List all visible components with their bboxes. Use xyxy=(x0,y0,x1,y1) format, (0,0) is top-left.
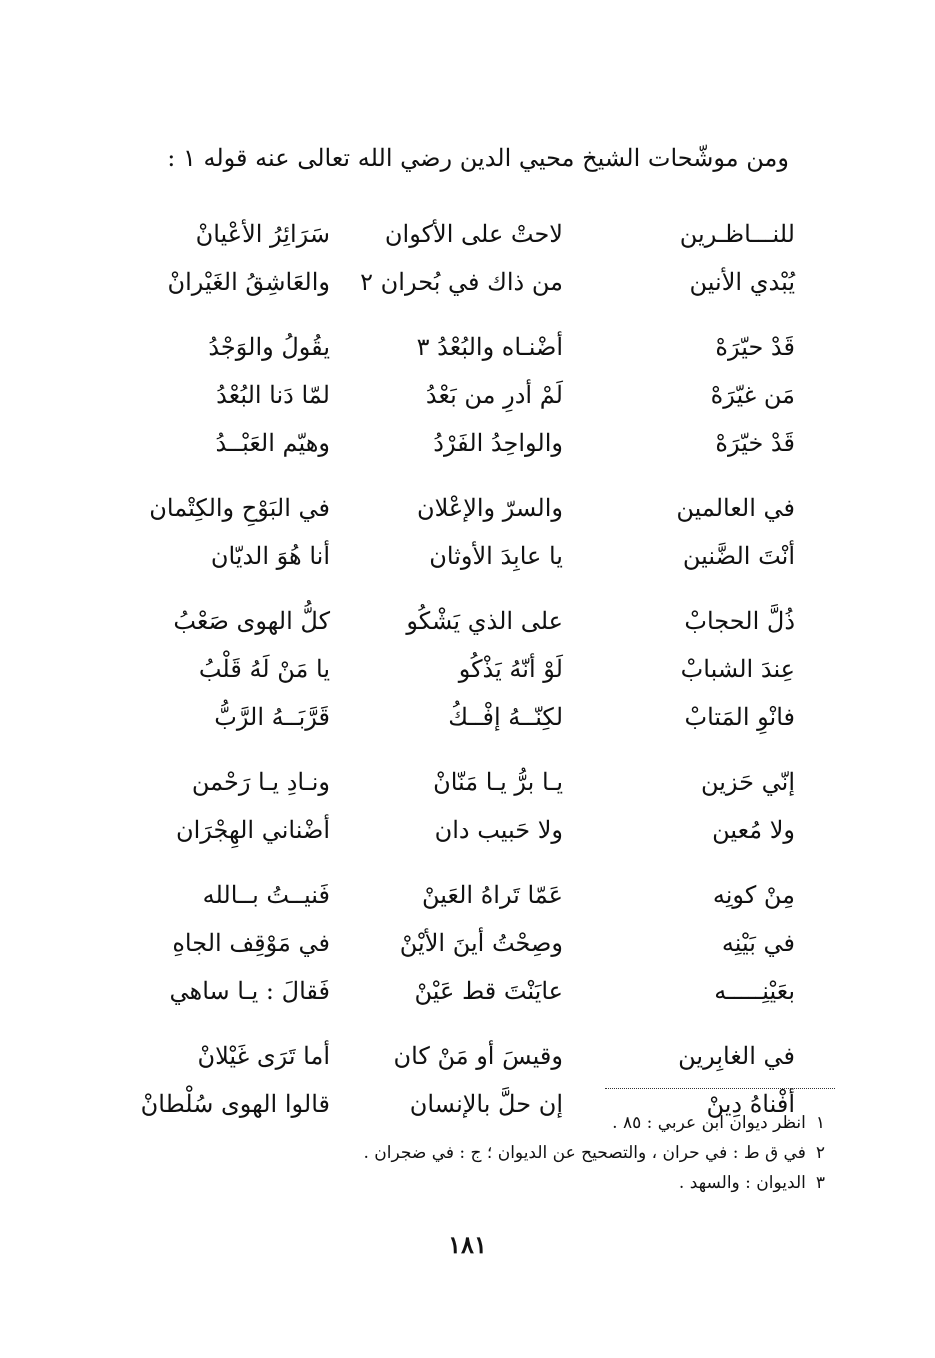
verse-line xyxy=(0,967,935,1015)
footnotes xyxy=(265,1108,825,1198)
verse-part-middle: عَمّا تَراهُ العَينْ xyxy=(422,881,563,909)
verse-part-middle: أضْنـاه والبُعْدُ ٣ xyxy=(416,333,563,361)
verse-part-middle: يـا برُّ يـا مَنّانْ xyxy=(433,768,563,796)
verse-line xyxy=(0,645,935,693)
verse-part-middle: وصِحْتُ أينَ الأيْنْ xyxy=(399,929,563,957)
verse-part-first: كلُّ الهوى صَعْبُ xyxy=(173,607,330,635)
verse-part-middle: لَمْ أدرِ من بَعْدُ xyxy=(425,381,563,409)
verse-part-first: أما تَرَى غَيْلانْ xyxy=(197,1042,330,1070)
verse-part-first: فَنيــتُ بــالله xyxy=(202,881,330,909)
stanza xyxy=(0,323,935,467)
footnote-number: ٣ xyxy=(815,1173,825,1193)
verse-line xyxy=(0,371,935,419)
verse-part-last: يُبْدي الأنين xyxy=(689,268,795,296)
verse-part-last: فانْوِ المَتابْ xyxy=(684,703,795,731)
verse-line xyxy=(0,919,935,967)
verse-part-first: وهيّم العَبْــدُ xyxy=(215,429,330,457)
verse-part-first: أنا هُوَ الديّان xyxy=(210,542,330,570)
verse-line xyxy=(0,323,935,371)
footnote-number: ٢ xyxy=(815,1143,825,1163)
verse-part-middle: لكِنّــهُ إفْــكُ xyxy=(448,703,563,731)
poem-body xyxy=(0,210,935,1145)
verse-line xyxy=(0,871,935,919)
verse-part-first: في مَوْقِف الجاهِ xyxy=(172,929,330,957)
verse-line xyxy=(0,258,935,306)
verse-part-first: لمّا دَنا البُعْدُ xyxy=(216,381,330,409)
verse-part-middle: عايَنْتَ قط عَيْنْ xyxy=(414,977,563,1005)
verse-part-last: في بَيْنِه xyxy=(721,929,795,957)
verse-part-last: ولا مُعين xyxy=(712,816,795,844)
stanza xyxy=(0,597,935,741)
verse-part-middle: لاحتْ على الأكوان xyxy=(384,220,563,248)
verse-part-last: في العالمين xyxy=(676,494,795,522)
verse-part-last: قَدْ خيّرَهْ xyxy=(715,429,795,457)
footnote-text: الديوان : والسهد . xyxy=(678,1173,806,1193)
verse-part-last: مِنْ كونِه xyxy=(712,881,795,909)
verse-part-last: قَدْ حيّرَهْ xyxy=(715,333,795,361)
stanza xyxy=(0,758,935,854)
verse-part-first: ونـادِ يـا رَحْمن xyxy=(191,768,330,796)
footnote-divider xyxy=(605,1088,835,1089)
stanza xyxy=(0,210,935,306)
verse-part-first: أضْناني الهِجْرَان xyxy=(176,816,330,844)
verse-part-first: والعَاشِقُ الغَيْرانْ xyxy=(167,268,330,296)
verse-part-last: إنّي حَزين xyxy=(700,768,795,796)
verse-line xyxy=(0,693,935,741)
verse-part-middle: ولا حَبيب دان xyxy=(434,816,563,844)
verse-line xyxy=(0,484,935,532)
verse-part-first: سَرَائِرُ الأعْيانْ xyxy=(195,220,330,248)
verse-line xyxy=(0,419,935,467)
verse-part-middle: من ذاك في بُحران ٢ xyxy=(360,268,563,296)
verse-part-middle: يا عابِدَ الأوثان xyxy=(429,542,563,570)
verse-line xyxy=(0,210,935,258)
verse-part-first: يا مَنْ لَهُ قَلْبُ xyxy=(198,655,330,683)
stanza xyxy=(0,871,935,1015)
stanza xyxy=(0,484,935,580)
verse-part-middle: والواحِدُ الفَرْدُ xyxy=(433,429,563,457)
verse-part-middle: لَوْ أنّهُ يَذْكُو xyxy=(458,655,563,683)
verse-line xyxy=(0,758,935,806)
verse-part-middle: والسرّ والإعْلان xyxy=(416,494,563,522)
verse-part-last: عِندَ الشبابْ xyxy=(680,655,795,683)
verse-part-middle: على الذي يَشْكُو xyxy=(406,607,563,635)
footnote-text: في ق ط : في حران ، والتصحيح عن الديوان ؛ ج : في ضجران . xyxy=(363,1143,806,1163)
verse-part-first: يقُولُ والوَجْدُ xyxy=(208,333,330,361)
verse-part-first: في البَوْحِ والكِتْمان xyxy=(149,494,330,522)
verse-line xyxy=(0,1032,935,1080)
verse-part-first: فَقالَ : يـا ساهي xyxy=(169,977,330,1005)
footnote xyxy=(265,1108,825,1138)
verse-line xyxy=(0,532,935,580)
footnote-number: ١ xyxy=(815,1113,825,1133)
verse-part-first: قَرَّبَــهُ الرَّبُّ xyxy=(214,703,330,731)
verse-part-first: قالوا الهوى سُلْطانْ xyxy=(140,1090,330,1118)
verse-part-last: أنْتَ الضَّنين xyxy=(682,542,795,570)
verse-part-last: بعَيْنِـــــه xyxy=(714,977,795,1005)
footnote xyxy=(265,1168,825,1198)
verse-part-middle: وقيسَ أو مَنْ كان xyxy=(393,1042,563,1070)
intro-line: ومن موشّحات الشيخ محيي الدين رضي الله تعالى عنه قوله ١ : xyxy=(167,144,789,172)
verse-line xyxy=(0,597,935,645)
verse-line xyxy=(0,806,935,854)
verse-part-last: مَن غيّرَهْ xyxy=(710,381,795,409)
verse-part-last: أفْناهُ دِينْ xyxy=(706,1090,795,1118)
verse-part-middle: إن حلَّ بالإنسان xyxy=(409,1090,563,1118)
verse-part-last: ذُلَّ الحجابْ xyxy=(684,607,795,635)
footnote-text: انظر ديوان ابن عربي : ٨٥ . xyxy=(612,1113,806,1133)
page-number: ١٨١ xyxy=(448,1230,487,1259)
verse-part-last: للنـــاظـرين xyxy=(679,220,795,248)
verse-part-last: في الغابِرين xyxy=(678,1042,795,1070)
footnote xyxy=(265,1138,825,1168)
